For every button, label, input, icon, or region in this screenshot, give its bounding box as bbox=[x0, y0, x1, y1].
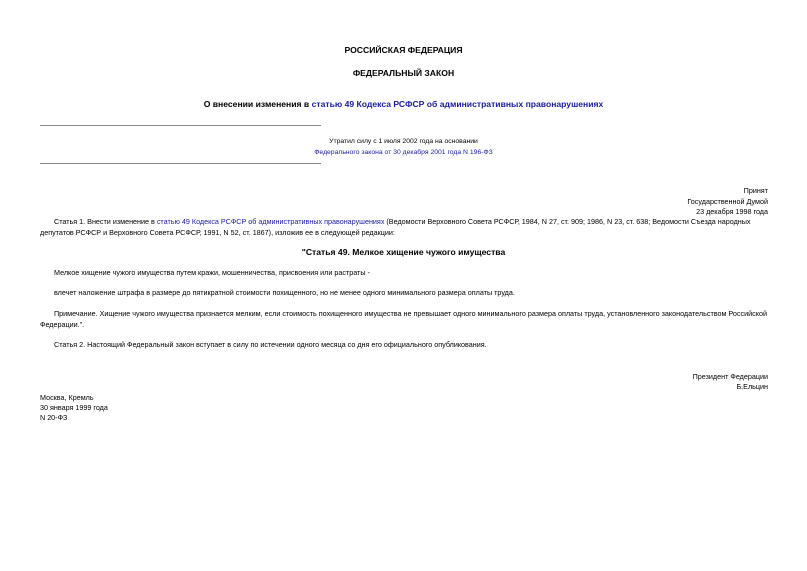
country-heading: РОССИЙСКАЯ ФЕДЕРАЦИЯ bbox=[344, 45, 463, 55]
adopted-by: Государственной Думой bbox=[687, 197, 768, 206]
article-1-suffix: (Ведомости Верховного Совета РСФСР, 1984, N 27, ст. 909; 1986, N 23, ст. 638; Ведомости Съезда народных депутатов РСФСР и Верховного Совета РСФСР, 1991, N 52, ст. 1867), изложив ее в следующей редакции: bbox=[40, 217, 751, 237]
doc-type-heading: ФЕДЕРАЛЬНЫЙ ЗАКОН bbox=[352, 68, 455, 78]
quoted-note: Примечание. Хищение чужого имущества признается мелким, если стоимость похищенного имущества не превышает одного минимального размера оплаты труда, установленного законодательством Российской Федерации.". bbox=[40, 309, 767, 329]
signer-name: Б.Ельцин bbox=[736, 382, 768, 391]
article-1 bbox=[40, 217, 770, 238]
adopted-label: Принят bbox=[743, 186, 768, 195]
article-2: Статья 2. Настоящий Федеральный закон вступает в силу по истечении одного месяца со дня его официального опубликования. bbox=[54, 340, 487, 349]
repeal-notice: Утратил силу с 1 июля 2002 года на основании bbox=[329, 138, 478, 145]
top-divider bbox=[40, 125, 321, 126]
quoted-article-heading: "Статья 49. Мелкое хищение чужого имущества bbox=[301, 247, 506, 257]
signer-position: Президент Федерации bbox=[692, 372, 768, 381]
quoted-paragraph-1: Мелкое хищение чужого имущества путем кражи, мошенничества, присвоения или растраты - bbox=[54, 268, 370, 277]
article-1-link[interactable]: статью 49 Кодекса РСФСР об административных правонарушениях bbox=[156, 217, 385, 226]
signing-place: Москва, Кремль bbox=[40, 393, 94, 402]
signing-date: 30 января 1999 года bbox=[40, 403, 108, 412]
law-number: N 20-ФЗ bbox=[40, 413, 68, 422]
title-prefix: О внесении изменения в bbox=[203, 99, 312, 109]
article-1-prefix: Статья 1. Внести изменение в bbox=[54, 217, 157, 226]
bottom-divider bbox=[40, 163, 321, 164]
document-title bbox=[0, 99, 807, 110]
title-article-link[interactable]: статью 49 Кодекса РСФСР об административных правонарушениях bbox=[311, 99, 604, 109]
adopted-date: 23 декабря 1998 года bbox=[696, 207, 768, 216]
repeal-law-link[interactable]: Федерального закона от 30 декабря 2001 года N 196-ФЗ bbox=[314, 149, 493, 156]
quoted-paragraph-2: влечет наложение штрафа в размере до пятикратной стоимости похищенного, но не менее одного минимального размера оплаты труда. bbox=[54, 288, 515, 297]
